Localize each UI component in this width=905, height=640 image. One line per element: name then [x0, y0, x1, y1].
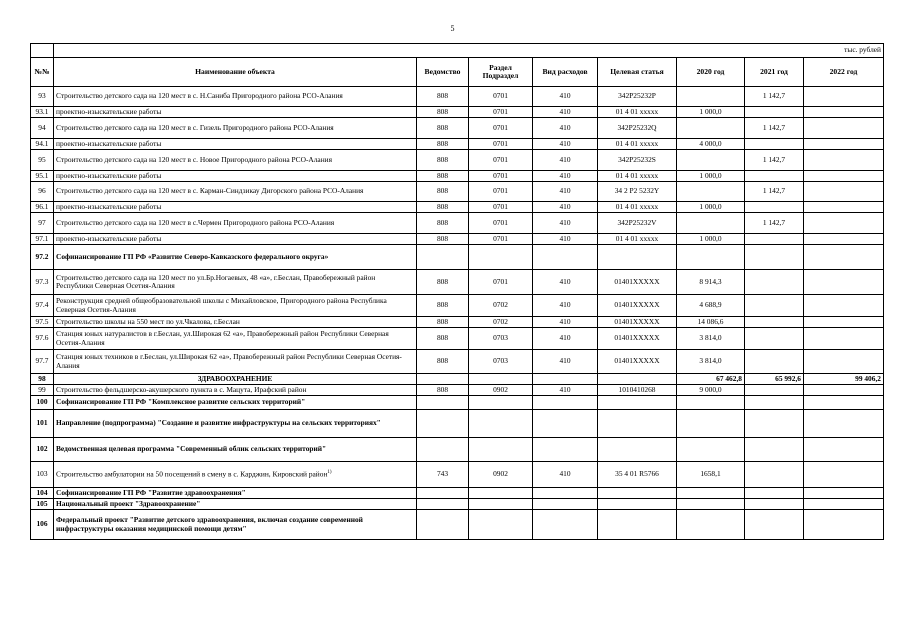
table-row: [31, 510, 884, 540]
row-num: 96.1: [31, 202, 54, 213]
row-2022: [804, 139, 884, 150]
row-dept: 808: [417, 385, 469, 396]
row-2021: [745, 462, 804, 488]
row-name: проектно-изыскательские работы: [54, 234, 417, 245]
row-section: 0701: [469, 171, 533, 182]
row-2022: [804, 87, 884, 107]
row-2020: [677, 87, 745, 107]
row-2022: [804, 499, 884, 510]
row-name: ЗДРАВООХРАНЕНИЕ: [54, 374, 417, 385]
row-dept: [417, 499, 469, 510]
row-article: 342P25232P: [598, 87, 677, 107]
row-expense: [533, 374, 598, 385]
row-2020: [677, 410, 745, 438]
row-article: 1010410268: [598, 385, 677, 396]
row-2022: [804, 410, 884, 438]
row-2022: [804, 182, 884, 202]
row-2022: [804, 488, 884, 499]
row-expense: 410: [533, 213, 598, 234]
header-2020: 2020 год: [677, 58, 745, 87]
row-2020: 9 000,0: [677, 385, 745, 396]
units-label: тыс. рублей: [54, 44, 884, 58]
row-article: [598, 488, 677, 499]
units-row: [31, 44, 884, 58]
row-dept: 808: [417, 171, 469, 182]
row-2021: [745, 438, 804, 462]
row-section: 0701: [469, 182, 533, 202]
row-2020: [677, 438, 745, 462]
row-expense: 410: [533, 328, 598, 350]
row-2020: [677, 499, 745, 510]
row-dept: 808: [417, 139, 469, 150]
header-name: Наименование объекта: [54, 58, 417, 87]
row-section: 0702: [469, 317, 533, 328]
row-expense: 410: [533, 107, 598, 118]
table-row: [31, 410, 884, 438]
table-row: [31, 139, 884, 150]
row-2020: 8 914,3: [677, 270, 745, 295]
row-section: 0701: [469, 139, 533, 150]
table-row: [31, 234, 884, 245]
row-expense: [533, 510, 598, 540]
row-num: 100: [31, 396, 54, 410]
row-2020: 3 814,0: [677, 328, 745, 350]
row-2022: [804, 270, 884, 295]
row-2020: 1658,1: [677, 462, 745, 488]
row-name: Строительство детского сада на 120 мест в с. Гизель Пригородного района РСО-Алания: [54, 118, 417, 139]
row-expense: 410: [533, 317, 598, 328]
row-section: [469, 396, 533, 410]
row-2021: 1 142,7: [745, 150, 804, 171]
row-2020: 67 462,8: [677, 374, 745, 385]
row-2020: [677, 396, 745, 410]
row-dept: 808: [417, 328, 469, 350]
row-expense: 410: [533, 202, 598, 213]
row-dept: 808: [417, 182, 469, 202]
row-name: Строительство школы на 550 мест по ул.Чкалова, г.Беслан: [54, 317, 417, 328]
row-dept: [417, 245, 469, 270]
header-article: Целевая статья: [598, 58, 677, 87]
row-num: 93.1: [31, 107, 54, 118]
row-expense: 410: [533, 295, 598, 317]
table-row: [31, 245, 884, 270]
row-section: 0701: [469, 118, 533, 139]
row-name: Строительство фельдшерско-акушерского пункта в с. Мацута, Ирафский район: [54, 385, 417, 396]
row-section: 0902: [469, 385, 533, 396]
row-section: 0701: [469, 107, 533, 118]
row-article: 01401XXXXX: [598, 270, 677, 295]
row-2021: [745, 270, 804, 295]
row-section: [469, 410, 533, 438]
row-section: [469, 374, 533, 385]
row-name: Строительство детского сада на 120 мест в с.Чермен Пригородного района РСО-Алания: [54, 213, 417, 234]
row-section: [469, 245, 533, 270]
row-section: 0701: [469, 87, 533, 107]
row-name: Строительство детского сада на 120 мест в с. Новое Пригородного района РСО-Алания: [54, 150, 417, 171]
row-num: 95.1: [31, 171, 54, 182]
row-2020: 4 000,0: [677, 139, 745, 150]
table-row: [31, 270, 884, 295]
row-section: 0702: [469, 295, 533, 317]
table-row: [31, 328, 884, 350]
row-article: 342P25232Q: [598, 118, 677, 139]
table-row: [31, 87, 884, 107]
row-2021: [745, 234, 804, 245]
row-article: 34 2 P2 5232Y: [598, 182, 677, 202]
row-dept: 808: [417, 87, 469, 107]
row-expense: 410: [533, 118, 598, 139]
row-article: 01401XXXXX: [598, 295, 677, 317]
row-name: Софинансирование ГП РФ «Развитие Северо-Кавказского федерального округа»: [54, 245, 417, 270]
row-section: 0703: [469, 350, 533, 374]
row-expense: 410: [533, 150, 598, 171]
row-dept: 808: [417, 234, 469, 245]
row-article: 01 4 01 xxxxx: [598, 202, 677, 213]
row-article: 342P25232S: [598, 150, 677, 171]
row-2021: 65 992,6: [745, 374, 804, 385]
row-name: Федеральный проект "Развитие детского здравоохранения, включая создание современной инфраструктуры оказания медицинской помощи детям": [54, 510, 417, 540]
row-2022: [804, 462, 884, 488]
table-row: [31, 317, 884, 328]
table-row: [31, 295, 884, 317]
row-name: Национальный проект "Здравоохранение": [54, 499, 417, 510]
row-2020: [677, 245, 745, 270]
row-dept: [417, 488, 469, 499]
row-num: 94.1: [31, 139, 54, 150]
row-article: 35 4 01 R5766: [598, 462, 677, 488]
row-num: 101: [31, 410, 54, 438]
header-num: №№: [31, 58, 54, 87]
row-2022: [804, 350, 884, 374]
row-name: Ведомственная целевая программа "Современный облик сельских территорий": [54, 438, 417, 462]
row-section: 0701: [469, 150, 533, 171]
row-2021: [745, 396, 804, 410]
row-num: 97.2: [31, 245, 54, 270]
row-2022: 99 406,2: [804, 374, 884, 385]
row-dept: 808: [417, 295, 469, 317]
row-section: [469, 499, 533, 510]
table-row: [31, 462, 884, 488]
row-dept: 808: [417, 317, 469, 328]
row-num: 102: [31, 438, 54, 462]
row-2022: [804, 213, 884, 234]
row-2022: [804, 317, 884, 328]
row-section: [469, 510, 533, 540]
table-row: [31, 202, 884, 213]
row-dept: [417, 374, 469, 385]
row-2021: [745, 202, 804, 213]
row-2020: [677, 182, 745, 202]
row-2020: 14 086,6: [677, 317, 745, 328]
row-num: 98: [31, 374, 54, 385]
table-row: [31, 107, 884, 118]
row-name: проектно-изыскательские работы: [54, 171, 417, 182]
table-row: [31, 350, 884, 374]
table-row: [31, 150, 884, 171]
row-dept: [417, 410, 469, 438]
row-2020: [677, 118, 745, 139]
budget-table: [30, 43, 884, 540]
row-num: 105: [31, 499, 54, 510]
row-dept: [417, 510, 469, 540]
header-2022: 2022 год: [804, 58, 884, 87]
row-2020: 1 000,0: [677, 171, 745, 182]
row-section: 0701: [469, 202, 533, 213]
row-name: Направление (подпрограмма) "Создание и развитие инфраструктуры на сельских территориях": [54, 410, 417, 438]
row-article: [598, 499, 677, 510]
row-2020: 1 000,0: [677, 202, 745, 213]
row-name: проектно-изыскательские работы: [54, 139, 417, 150]
row-2021: [745, 328, 804, 350]
row-name: Софинансирование ГП РФ "Комплексное развитие сельских территорий": [54, 396, 417, 410]
row-expense: [533, 245, 598, 270]
row-2021: [745, 139, 804, 150]
row-2022: [804, 245, 884, 270]
row-2020: 3 814,0: [677, 350, 745, 374]
row-article: [598, 410, 677, 438]
table-row: [31, 488, 884, 499]
row-article: 01 4 01 xxxxx: [598, 234, 677, 245]
row-2020: 1 000,0: [677, 107, 745, 118]
row-expense: [533, 396, 598, 410]
row-dept: 808: [417, 150, 469, 171]
row-2021: 1 142,7: [745, 118, 804, 139]
row-section: 0902: [469, 462, 533, 488]
units-blank-cell: [31, 44, 54, 58]
table-row: [31, 396, 884, 410]
row-expense: 410: [533, 139, 598, 150]
header-expense: Вид расходов: [533, 58, 598, 87]
row-2022: [804, 107, 884, 118]
row-expense: 410: [533, 171, 598, 182]
row-section: [469, 488, 533, 499]
table-row: [31, 213, 884, 234]
row-num: 97.5: [31, 317, 54, 328]
row-expense: 410: [533, 87, 598, 107]
row-article: 01 4 01 xxxxx: [598, 107, 677, 118]
row-name: проектно-изыскательские работы: [54, 107, 417, 118]
row-expense: 410: [533, 385, 598, 396]
row-name: Строительство детского сада на 120 мест в с. Карман-Синдзикау Дигорского района РСО-Алания: [54, 182, 417, 202]
row-2021: [745, 317, 804, 328]
row-expense: 410: [533, 234, 598, 245]
row-num: 103: [31, 462, 54, 488]
row-name: Строительство детского сада на 120 мест по ул.Бр.Ногаевых, 48 «а», г.Беслан, Правобережный район Республики Северная Осетия-Алания: [54, 270, 417, 295]
row-2021: [745, 350, 804, 374]
row-article: [598, 510, 677, 540]
row-name-text: Строительство амбулатории на 50 посещений в смену в с. Карджин, Кировский район: [56, 469, 328, 479]
footnote-mark: 1): [327, 470, 332, 476]
row-2021: [745, 245, 804, 270]
row-num: 93: [31, 87, 54, 107]
row-num: 95: [31, 150, 54, 171]
row-expense: [533, 410, 598, 438]
row-expense: [533, 438, 598, 462]
row-2022: [804, 171, 884, 182]
row-name: [54, 462, 417, 488]
row-2020: [677, 150, 745, 171]
row-2022: [804, 396, 884, 410]
header-section: Раздел Подраздел: [469, 58, 533, 87]
row-2022: [804, 118, 884, 139]
row-article: [598, 438, 677, 462]
row-num: 97.3: [31, 270, 54, 295]
page-number: 5: [450, 24, 455, 33]
row-num: 97.4: [31, 295, 54, 317]
row-2022: [804, 234, 884, 245]
header-dept: Ведомство: [417, 58, 469, 87]
row-2020: 1 000,0: [677, 234, 745, 245]
row-2022: [804, 202, 884, 213]
row-num: 99: [31, 385, 54, 396]
row-section: 0701: [469, 213, 533, 234]
header-row: [31, 58, 884, 87]
row-dept: 808: [417, 270, 469, 295]
row-name: Софинансирование ГП РФ "Развитие здравоохранения": [54, 488, 417, 499]
row-2021: [745, 171, 804, 182]
row-article: [598, 396, 677, 410]
row-expense: [533, 488, 598, 499]
row-article: 01401XXXXX: [598, 328, 677, 350]
row-article: 01401XXXXX: [598, 317, 677, 328]
table-row: [31, 118, 884, 139]
table-row: [31, 438, 884, 462]
row-name: проектно-изыскательские работы: [54, 202, 417, 213]
row-section: 0703: [469, 328, 533, 350]
row-expense: [533, 499, 598, 510]
row-article: [598, 374, 677, 385]
row-article: [598, 245, 677, 270]
row-dept: [417, 396, 469, 410]
row-2021: [745, 488, 804, 499]
row-2022: [804, 385, 884, 396]
row-2022: [804, 510, 884, 540]
row-2021: [745, 295, 804, 317]
table-body: [31, 87, 884, 540]
row-dept: 743: [417, 462, 469, 488]
row-2021: 1 142,7: [745, 182, 804, 202]
row-2022: [804, 295, 884, 317]
row-2022: [804, 438, 884, 462]
row-2021: [745, 385, 804, 396]
header-2021: 2021 год: [745, 58, 804, 87]
row-name: Строительство детского сада на 120 мест в с. Н.Саниба Пригородного района РСО-Алания: [54, 87, 417, 107]
row-section: 0701: [469, 234, 533, 245]
row-article: 01 4 01 xxxxx: [598, 139, 677, 150]
row-dept: 808: [417, 350, 469, 374]
row-num: 97: [31, 213, 54, 234]
row-2020: 4 688,9: [677, 295, 745, 317]
row-section: [469, 438, 533, 462]
row-dept: [417, 438, 469, 462]
row-2022: [804, 328, 884, 350]
table-row: [31, 499, 884, 510]
row-num: 96: [31, 182, 54, 202]
row-name: Реконструкция средней общеобразовательной школы с Михайловское, Пригородного района Республика Северная Осетия-Алания: [54, 295, 417, 317]
row-2021: [745, 410, 804, 438]
row-name: Станция юных техников в г.Беслан, ул.Широкая 62 «а», Правобережный район Республики Северная Осетия-Алания: [54, 350, 417, 374]
row-name: Станция юных натуралистов в г.Беслан, ул.Широкая 62 «а», Правобережный район Республики Северная Осетия-Алания: [54, 328, 417, 350]
row-dept: 808: [417, 107, 469, 118]
row-2020: [677, 510, 745, 540]
row-article: 01 4 01 xxxxx: [598, 171, 677, 182]
row-num: 97.7: [31, 350, 54, 374]
table-row: [31, 374, 884, 385]
row-num: 97.6: [31, 328, 54, 350]
row-2021: [745, 107, 804, 118]
row-section: 0701: [469, 270, 533, 295]
row-expense: 410: [533, 270, 598, 295]
table-row: [31, 182, 884, 202]
row-dept: 808: [417, 202, 469, 213]
row-2022: [804, 150, 884, 171]
row-2021: 1 142,7: [745, 213, 804, 234]
row-2021: 1 142,7: [745, 87, 804, 107]
row-expense: 410: [533, 462, 598, 488]
row-num: 104: [31, 488, 54, 499]
row-article: 342P25232V: [598, 213, 677, 234]
row-expense: 410: [533, 182, 598, 202]
row-expense: 410: [533, 350, 598, 374]
row-2020: [677, 488, 745, 499]
row-dept: 808: [417, 213, 469, 234]
row-num: 106: [31, 510, 54, 540]
row-2020: [677, 213, 745, 234]
row-num: 97.1: [31, 234, 54, 245]
row-article: 01401XXXXX: [598, 350, 677, 374]
table-row: [31, 385, 884, 396]
row-num: 94: [31, 118, 54, 139]
table-row: [31, 171, 884, 182]
row-2021: [745, 499, 804, 510]
row-dept: 808: [417, 118, 469, 139]
row-2021: [745, 510, 804, 540]
